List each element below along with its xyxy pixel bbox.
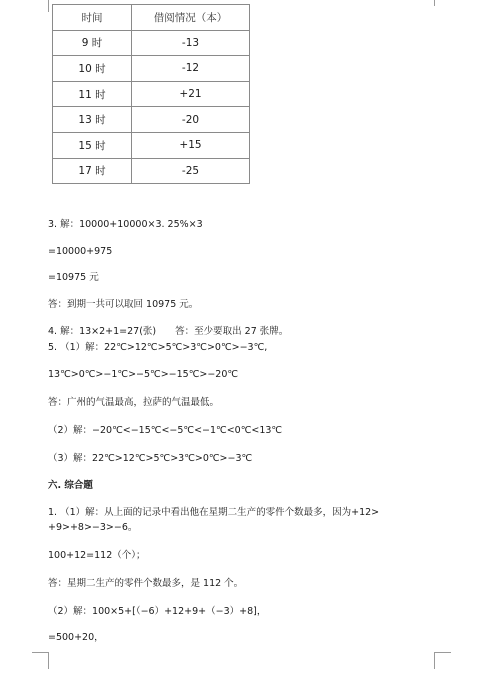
solution-5-line-2: 13℃>0℃>−1℃>−5℃>−15℃>−20℃ xyxy=(48,369,239,380)
solution-3-answer: 答：到期一共可以取回 10975 元。 xyxy=(48,299,199,310)
solution-3-line-2: =10000+975 xyxy=(48,246,113,257)
comprehensive-2-line-1: （2）解：100×5+[（−6）+12+9+（−3）+8]， xyxy=(48,606,267,617)
crop-mark-top-right xyxy=(434,0,451,6)
cell-value: +15 xyxy=(132,132,250,158)
borrow-table xyxy=(52,4,250,184)
table-row xyxy=(53,158,250,184)
solution-3-line-3: =10975 元 xyxy=(48,272,99,283)
comprehensive-1-calc: 100+12=112（个）； xyxy=(48,550,146,561)
comprehensive-1-line-2: +9>+8>−3>−6。 xyxy=(48,522,138,533)
solution-5-answer: 答：广州的气温最高，拉萨的气温最低。 xyxy=(48,397,220,408)
comprehensive-1-line-1: 1. （1）解：从上面的记录中看出他在星期二生产的零件个数最多，因为+12> xyxy=(48,507,380,518)
table-row xyxy=(53,81,250,107)
crop-mark-bottom-right xyxy=(434,652,451,669)
solution-3-line-1: 3. 解：10000+10000×3. 25%×3 xyxy=(48,219,203,230)
solution-5-part-2: （2）解：−20℃<−15℃<−5℃<−1℃<0℃<13℃ xyxy=(48,425,283,436)
cell-time: 11 时 xyxy=(53,81,132,107)
cell-time: 10 时 xyxy=(53,56,132,82)
solution-4: 4. 解：13×2+1=27(张) 答：至少要取出 27 张牌。 xyxy=(48,326,289,337)
cell-time: 9 时 xyxy=(53,30,132,56)
crop-mark-bottom-left xyxy=(32,652,49,669)
comprehensive-2-line-2: =500+20， xyxy=(48,632,104,643)
cell-time: 17 时 xyxy=(53,158,132,184)
table-row xyxy=(53,30,250,56)
section-heading: 六. 综合题 xyxy=(48,480,93,491)
cell-value: -12 xyxy=(132,56,250,82)
cell-value: -13 xyxy=(132,30,250,56)
cell-value: -20 xyxy=(132,107,250,133)
cell-value: -25 xyxy=(132,158,250,184)
table-header-row xyxy=(53,5,250,31)
cell-time: 15 时 xyxy=(53,132,132,158)
header-borrow: 借阅情况（本） xyxy=(132,5,250,31)
solution-5-part-3: （3）解：22℃>12℃>5℃>3℃>0℃>−3℃ xyxy=(48,453,253,464)
header-time: 时间 xyxy=(53,5,132,31)
table-row xyxy=(53,132,250,158)
table-row xyxy=(53,56,250,82)
crop-mark-top-left xyxy=(32,0,49,12)
solution-5-part-1: 5. （1）解：22℃>12℃>5℃>3℃>0℃>−3℃, xyxy=(48,342,268,353)
table-row xyxy=(53,107,250,133)
cell-value: +21 xyxy=(132,81,250,107)
cell-time: 13 时 xyxy=(53,107,132,133)
comprehensive-1-answer: 答：星期二生产的零件个数最多，是 112 个。 xyxy=(48,578,244,589)
